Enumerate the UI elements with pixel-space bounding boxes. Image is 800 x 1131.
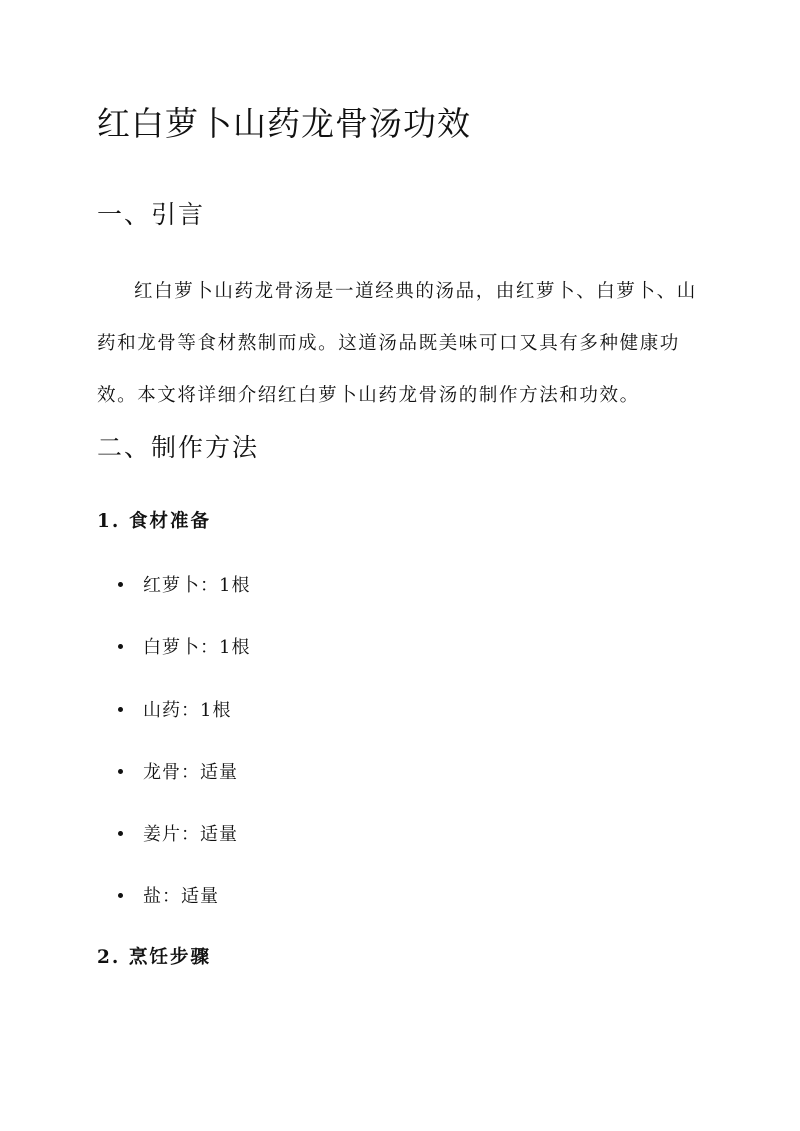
list-item <box>118 571 250 599</box>
list-item <box>118 882 219 910</box>
bullet-icon <box>118 644 123 649</box>
subsection-title: 食材准备 <box>129 511 212 532</box>
subsection-number: 2. <box>97 947 121 968</box>
subsection-title: 烹饪步骤 <box>129 947 212 968</box>
list-item <box>118 633 250 661</box>
document-title: 红白萝卜山药龙骨汤功效 <box>97 104 471 143</box>
list-item <box>118 820 238 848</box>
list-item <box>118 758 238 786</box>
subsection-number: 1. <box>97 511 121 532</box>
section-heading-intro: 一、引言 <box>97 200 206 229</box>
intro-paragraph: 红白萝卜山药龙骨汤是一道经典的汤品，由红萝卜、白萝卜、山药和龙骨等食材熬制而成。这道汤品既美味可口又具有多种健康功效。本文将详细介绍红白萝卜山药龙骨汤的制作方法和功效。 <box>97 281 697 406</box>
bullet-icon <box>118 582 123 587</box>
list-item <box>118 696 231 724</box>
list-item-text: 姜片：适量 <box>143 824 238 845</box>
bullet-icon <box>118 893 123 898</box>
list-item-text: 山药：1根 <box>143 700 232 721</box>
bullet-icon <box>118 769 123 774</box>
list-item-text: 白萝卜：1根 <box>143 637 251 658</box>
list-item-text: 盐：适量 <box>143 886 219 907</box>
subsection-heading-steps <box>97 943 211 969</box>
bullet-icon <box>118 707 123 712</box>
subsection-heading-ingredients <box>97 507 211 533</box>
list-item-text: 红萝卜：1根 <box>143 575 251 596</box>
bullet-icon <box>118 831 123 836</box>
section-heading-method: 二、制作方法 <box>97 433 260 462</box>
list-item-text: 龙骨：适量 <box>143 762 238 783</box>
